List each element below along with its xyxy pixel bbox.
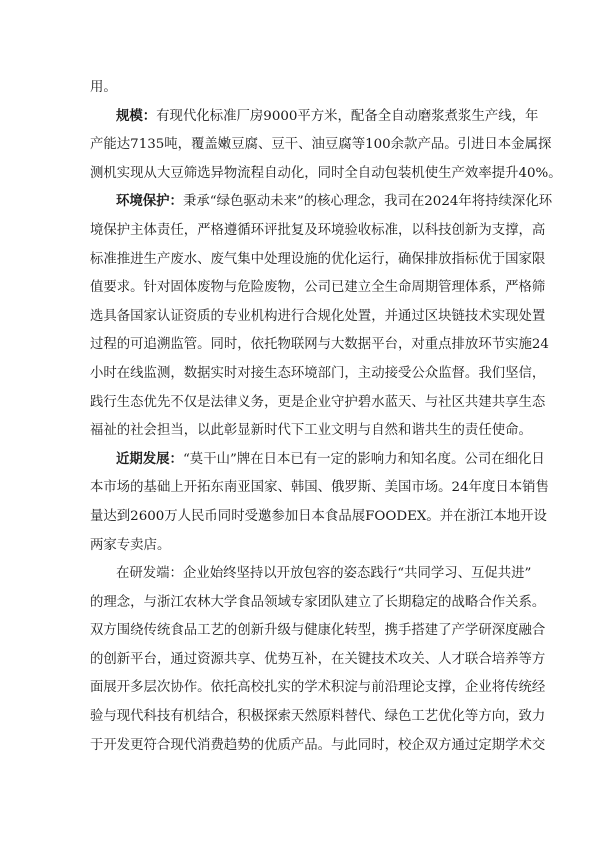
line-text: 福祉的社会担当，以此彰显新时代下工业文明与自然和谐共生的责任使命。 bbox=[90, 423, 532, 439]
text-line bbox=[90, 331, 549, 360]
section-heading: 近期发展： bbox=[116, 451, 183, 467]
line-text: 在研发端：企业始终坚持以开放包容的姿态践行“共同学习、互促共进” bbox=[116, 566, 532, 582]
text-line bbox=[90, 188, 553, 217]
text-line bbox=[90, 617, 546, 646]
line-text: 面展开多层次协作。依托高校扎实的学术积淀与前沿理论支撑，企业将传统经 bbox=[90, 680, 546, 696]
text-line bbox=[90, 417, 532, 446]
line-text: 小时在线监测，数据实时对接生态环境部门，主动接受公众监督。我们坚信， bbox=[90, 365, 546, 381]
section-heading: 环境保护： bbox=[116, 194, 183, 210]
line-text: 过程的可追溯监管。同时，依托物联网与大数据平台，对重点排放环节实施24 bbox=[90, 337, 549, 353]
line-text: 于开发更符合现代消费趋势的优质产品。与此同时，校企双方通过定期学术交 bbox=[90, 737, 546, 753]
line-text: 验与现代科技有机结合，积极探索天然原料替代、绿色工艺优化等方向，致力 bbox=[90, 709, 546, 725]
text-line bbox=[90, 74, 510, 103]
line-text: 量达到2600万人民币同时受邀参加日本食品展FOODEX。并在浙江本地开设 bbox=[90, 508, 547, 524]
line-text: 秉承“绿色驱动未来”的核心理念，我司在2024年将持续深化环 bbox=[182, 194, 553, 210]
line-text: 值要求。针对固体废物与危险废物，公司已建立全生命周期管理体系，严格筛 bbox=[90, 280, 546, 296]
text-line bbox=[90, 303, 546, 332]
line-text: 境保护主体责任，严格遵循环评批复及环境验收标准，以科技创新为支撑，高 bbox=[90, 222, 546, 238]
text-line bbox=[90, 474, 549, 503]
line-text: 测机实现从大豆筛选异物流程自动化，同时全自动包装机使生产效率提升40%。 bbox=[90, 165, 562, 181]
text-line bbox=[90, 360, 546, 389]
text-line bbox=[90, 732, 546, 761]
text-line bbox=[90, 274, 546, 303]
document-page bbox=[90, 74, 562, 760]
line-text: 选具备国家认证资质的专业机构进行合规化处置，并通过区块链技术实现处置 bbox=[90, 308, 546, 324]
text-line bbox=[90, 646, 546, 675]
line-text: 用。 bbox=[90, 80, 117, 95]
line-text: “莫干山”牌在日本已有一定的影响力和知名度。公司在细化日 bbox=[182, 451, 545, 467]
line-text: 本市场的基础上开拓东南亚国家、韩国、俄罗斯、美国市场。24年度日本销售 bbox=[90, 480, 549, 496]
text-line bbox=[90, 674, 546, 703]
text-line bbox=[90, 246, 546, 275]
text-line bbox=[90, 589, 546, 618]
line-text: 的理念，与浙江农林大学食品领域专家团队建立了长期稳定的战略合作关系。 bbox=[90, 594, 546, 610]
text-line bbox=[90, 703, 546, 732]
text-line bbox=[90, 446, 545, 475]
text-line bbox=[90, 389, 546, 418]
text-line bbox=[90, 560, 532, 589]
text-line bbox=[90, 532, 510, 561]
line-text: 双方围绕传统食品工艺的创新升级与健康化转型，携手搭建了产学研深度融合 bbox=[90, 623, 546, 639]
line-text: 产能达7135吨，覆盖嫩豆腐、豆干、油豆腐等100余款产品。引进日本金属探 bbox=[90, 137, 552, 153]
line-text: 践行生态优先不仅是法律义务，更是企业守护碧水蓝天、与社区共建共享生态 bbox=[90, 394, 546, 410]
section-heading: 规模： bbox=[116, 108, 157, 124]
line-text: 标准推进生产废水、废气集中处理设施的优化运行，确保排放指标优于国家限 bbox=[90, 251, 546, 267]
text-line bbox=[90, 103, 539, 132]
text-line bbox=[90, 160, 562, 189]
line-text: 有现代化标准厂房9000平方米，配备全自动磨浆煮浆生产线，年 bbox=[156, 108, 539, 124]
text-line bbox=[90, 131, 552, 160]
text-line bbox=[90, 217, 546, 246]
line-text: 两家专卖店。 bbox=[90, 537, 171, 553]
line-text: 的创新平台，通过资源共享、优势互补，在关键技术攻关、人才联合培养等方 bbox=[90, 651, 546, 667]
text-line bbox=[90, 503, 547, 532]
